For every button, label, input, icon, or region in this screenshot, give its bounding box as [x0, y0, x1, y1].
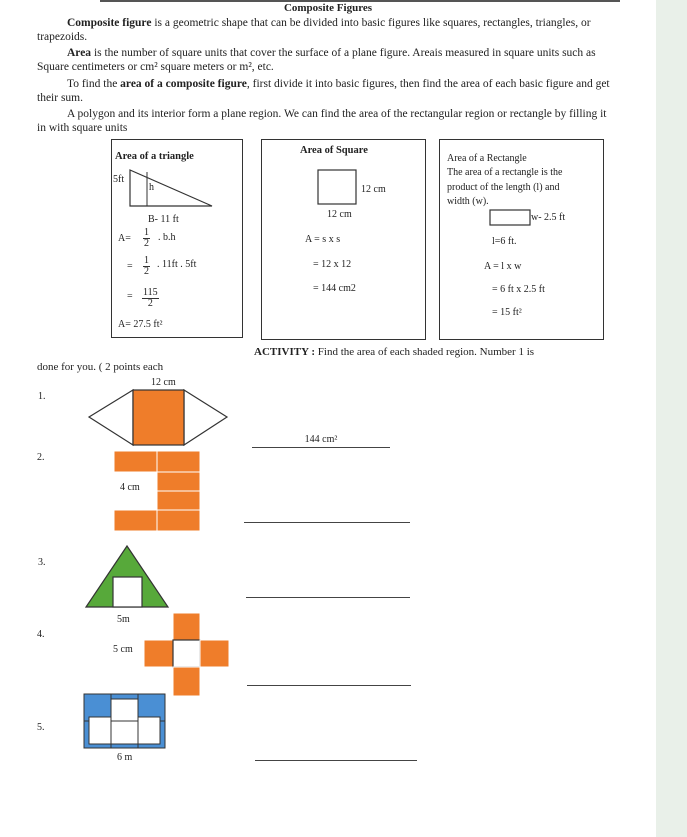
item-1-number: 1.	[38, 391, 46, 402]
triangle-figure	[130, 170, 220, 210]
page-title: Composite Figures	[283, 2, 373, 14]
triangle-side-label: 5ft	[113, 174, 125, 185]
item-2-dimension: 4 cm	[120, 482, 140, 493]
triangle-height-label: h	[149, 182, 154, 193]
square-bottom-label: 12 cm	[327, 209, 352, 220]
rectangle-desc-2: product of the length (l) and	[447, 182, 560, 193]
triangle-step2-fraction: $\frac{115}{2}$	[143, 287, 158, 309]
item-4-dimension: 5 cm	[113, 644, 133, 655]
square-side-label: 12 cm	[361, 184, 386, 195]
intro-paragraph-1: Composite figure is a geometric shape that can be divided into basic figures like squares, rectangles, triangles, or trapezoids.	[37, 17, 591, 43]
rectangle-length-label: l=6 ft.	[492, 236, 517, 247]
triangle-step-post: . 11ft . 5ft	[157, 259, 197, 270]
triangle-formula-pre: A=	[118, 233, 131, 244]
term-composite-figure: Composite figure	[67, 17, 152, 29]
square-result: = 144 cm2	[313, 283, 356, 294]
triangle-step-fraction: $\frac{1}{2}$	[144, 255, 149, 277]
square-figure	[318, 170, 358, 206]
term-area: Area	[67, 47, 92, 59]
rectangle-result: = 15 ft²	[492, 307, 522, 318]
rectangle-desc-1: The area of a rectangle is the	[447, 167, 563, 178]
item-5-number: 5.	[37, 722, 45, 733]
item-1-dimension: 12 cm	[151, 377, 176, 388]
item-2-answer[interactable]	[244, 509, 410, 523]
item-4-number: 4.	[37, 629, 45, 640]
rectangle-desc-3: width (w).	[447, 196, 489, 207]
activity-instruction-cont: done for you. ( 2 points each	[37, 361, 164, 373]
item-3-number: 3.	[38, 557, 46, 568]
item-4-answer[interactable]	[247, 672, 411, 686]
triangle-result: A= 27.5 ft²	[118, 319, 163, 330]
item-1-figure	[89, 389, 229, 447]
term-area-composite: area of a composite figure	[120, 78, 247, 90]
item-5-dimension: 6 m	[117, 752, 133, 763]
intro-paragraph-2: Area is the number of square units that cover the surface of a plane figure. Areais measured in square units such as Square centimeters or cm² square meters or m², etc.	[37, 47, 596, 73]
item-3-answer[interactable]	[246, 584, 410, 598]
rectangle-formula: A = l x w	[484, 261, 522, 272]
intro-paragraph-4: A polygon and its interior form a plane region. We can find the area of the rectangular region or rectangle by filling it in with square units	[37, 108, 607, 134]
item-5-answer[interactable]	[255, 747, 417, 761]
activity-instruction: ACTIVITY : Find the area of each shaded region. Number 1 is	[254, 346, 535, 358]
intro-paragraph-3: To find the area of a composite figure, first divide it into basic figures, then find the area of each basic figure and get their sum.	[37, 78, 610, 104]
rectangle-figure	[490, 210, 534, 230]
square-formula: A = s x s	[305, 234, 341, 245]
item-1-answer: 144 cm²	[252, 434, 390, 448]
item-4-figure	[144, 613, 230, 697]
triangle-heading: Area of a triangle	[115, 151, 194, 162]
triangle-formula-post: . b.h	[158, 232, 176, 243]
triangle-step2-pre: =	[127, 291, 133, 302]
item-4-dimension-top: 5m	[117, 614, 130, 625]
item-2-number: 2.	[37, 452, 45, 463]
rectangle-width-label: w- 2.5 ft	[531, 212, 566, 223]
item-5-figure	[84, 694, 168, 750]
rectangle-heading: Area of a Rectangle	[447, 153, 527, 164]
right-margin-panel	[656, 0, 687, 837]
triangle-formula-fraction: $\frac{1}{2}$	[144, 227, 149, 249]
square-step: = 12 x 12	[313, 259, 352, 270]
triangle-base-label: B- 11 ft	[148, 214, 179, 225]
square-heading: Area of Square	[300, 145, 368, 156]
triangle-step-pre: =	[127, 261, 133, 272]
item-3-figure	[86, 545, 170, 609]
rectangle-step: = 6 ft x 2.5 ft	[492, 284, 545, 295]
